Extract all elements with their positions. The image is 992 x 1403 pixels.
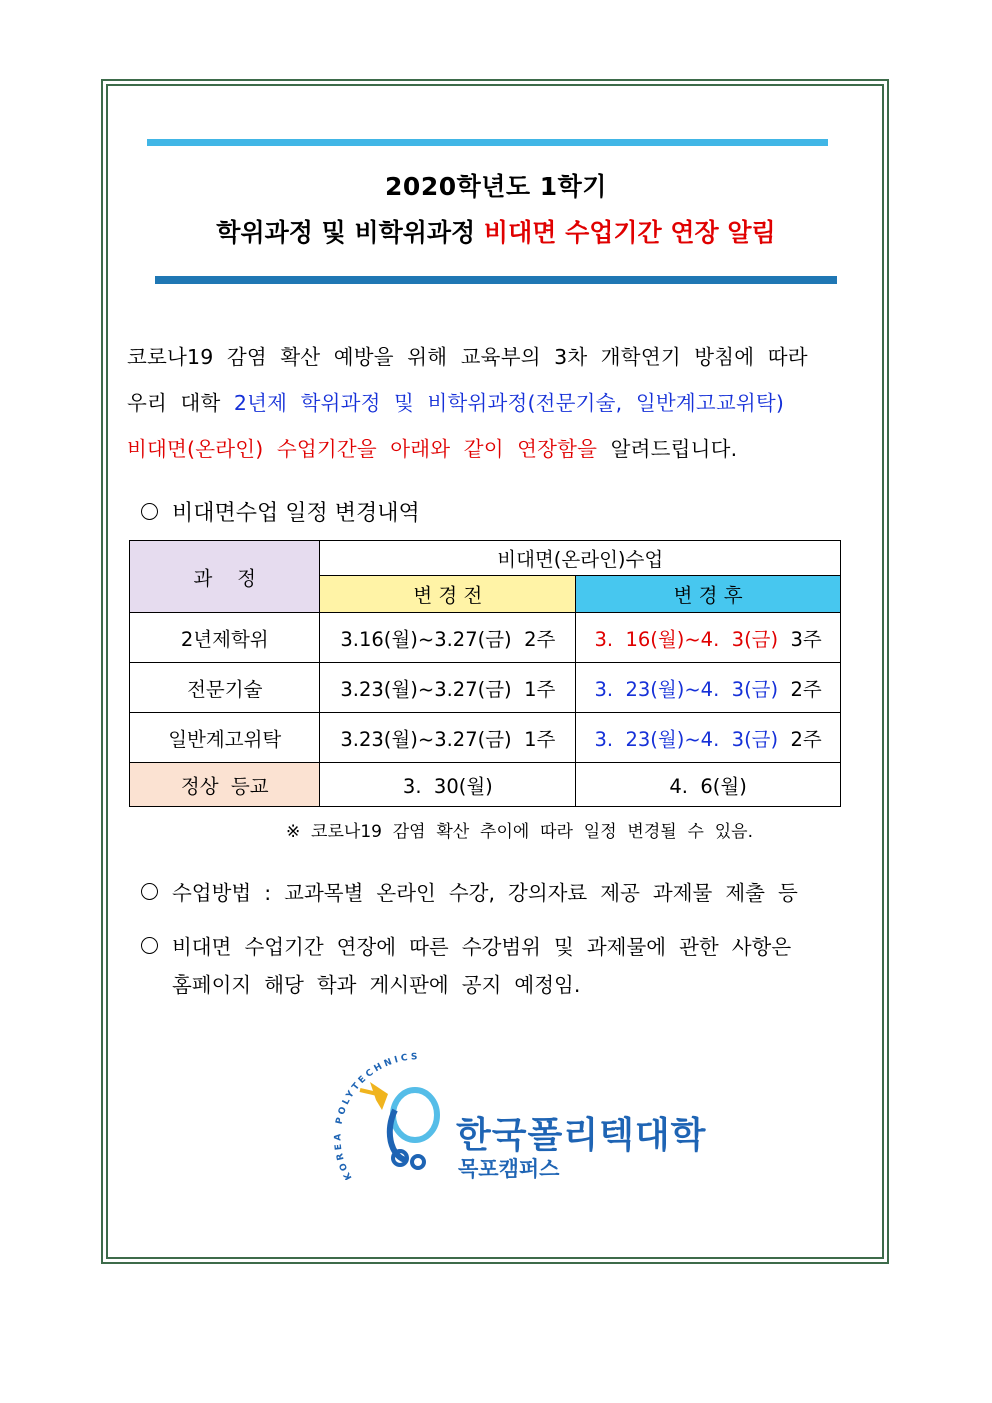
- title-line-1: 2020학년도 1학기: [385, 172, 607, 201]
- bullet-class-method: [141, 876, 798, 906]
- normal-after: 4. 6(월): [576, 763, 841, 807]
- table-row-normal: [130, 763, 841, 807]
- row-after: [576, 713, 841, 763]
- header-process: 과 정: [130, 541, 320, 613]
- row-after: [576, 613, 841, 663]
- row-after-range: 3. 23(월)~4. 3(금): [594, 727, 779, 751]
- body-paragraph-line-3: [127, 432, 867, 462]
- bullet-notice-text: 비대면 수업기간 연장에 따른 수강범위 및 과제물에 관한 사항은: [172, 935, 792, 959]
- table-row: [130, 663, 841, 713]
- normal-before: 3. 30(월): [320, 763, 576, 807]
- title-line-2: [0, 213, 992, 249]
- body-paragraph-line-1: 코로나19 감염 확산 예방을 위해 교육부의 3차 개학연기 방침에 따라: [127, 345, 808, 369]
- header-before: 변 경 전: [320, 576, 576, 613]
- circle-bullet-icon: [141, 503, 158, 520]
- header-after: 변 경 후: [576, 576, 841, 613]
- bullet-notice: [141, 930, 791, 960]
- row-name: 전문기술: [130, 663, 320, 713]
- body-p3-red: 비대면(온라인) 수업기간을 아래와 같이 연장함을: [127, 437, 598, 461]
- logo-campus: 목포캠퍼스: [458, 1157, 560, 1181]
- normal-label: 정상 등교: [130, 763, 320, 807]
- row-name: 2년제학위: [130, 613, 320, 663]
- bullet-notice-continued: 홈페이지 해당 학과 게시판에 공지 예정임.: [172, 973, 581, 997]
- title-line-2-black: 학위과정 및 비학위과정: [216, 218, 484, 247]
- row-before: 3.16(월)~3.27(금) 2주: [320, 613, 576, 663]
- circle-bullet-icon: [141, 883, 158, 900]
- row-name: 일반계고위탁: [130, 713, 320, 763]
- row-after-weeks: 2주: [778, 677, 822, 701]
- bullet-class-method-text: 수업방법 : 교과목별 온라인 수강, 강의자료 제공 과제물 제출 등: [172, 881, 798, 905]
- schedule-note: ※ 코로나19 감염 확산 추이에 따라 일정 변경될 수 있음.: [286, 822, 753, 842]
- schedule-table: [129, 540, 841, 807]
- row-after-range: 3. 16(월)~4. 3(금): [594, 627, 779, 651]
- logo-name: 한국폴리텍대학: [456, 1115, 707, 1156]
- row-after-weeks: 2주: [778, 727, 822, 751]
- title-line-2-red: 비대면 수업기간 연장 알림: [483, 218, 776, 247]
- body-p3-black: 알려드립니다.: [597, 437, 738, 461]
- section-heading: [141, 496, 420, 527]
- body-paragraph-line-2: [127, 386, 867, 416]
- header-online-class: 비대면(온라인)수업: [320, 541, 841, 576]
- row-after-weeks: 3주: [778, 627, 822, 651]
- body-p2-black: 우리 대학: [127, 391, 234, 415]
- row-after-range: 3. 23(월)~4. 3(금): [594, 677, 779, 701]
- logo-ring-icon: [393, 1090, 437, 1140]
- title-top-bar: [147, 139, 828, 146]
- table-row: [130, 613, 841, 663]
- logo-arc-text: KOREA POLYTECHNICS: [333, 1052, 421, 1180]
- row-before: 3.23(월)~3.27(금) 1주: [320, 713, 576, 763]
- body-p2-blue: 2년제 학위과정 및 비학위과정(전문기술, 일반계고교위탁): [233, 391, 785, 415]
- row-before: 3.23(월)~3.27(금) 1주: [320, 663, 576, 713]
- title-bottom-bar: [155, 276, 837, 284]
- section-heading-text: 비대면수업 일정 변경내역: [172, 501, 420, 526]
- row-after: [576, 663, 841, 713]
- circle-bullet-icon: [141, 937, 158, 954]
- table-row: [130, 713, 841, 763]
